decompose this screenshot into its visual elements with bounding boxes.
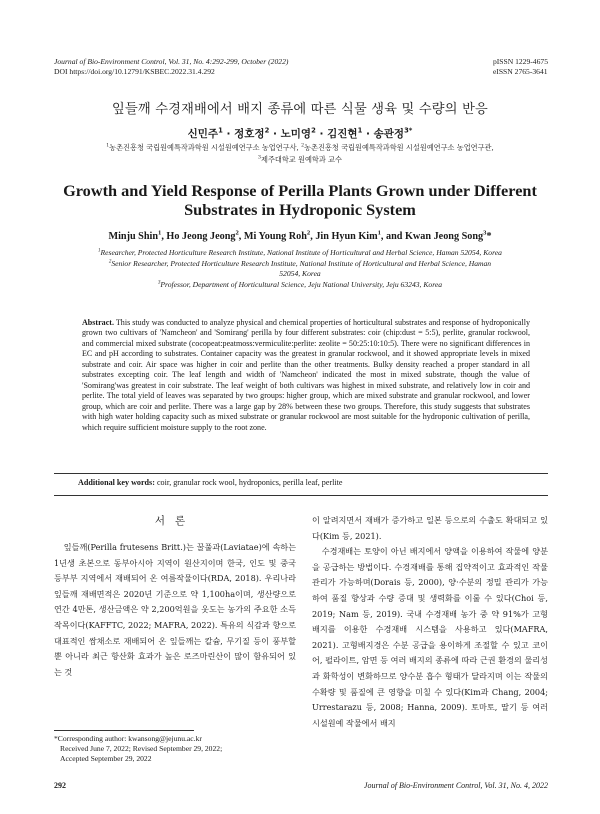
keywords-text: coir, granular rock wool, hydroponics, perilla leaf, perlite [156, 478, 343, 487]
body-column-right [312, 513, 548, 731]
doi-line[interactable]: DOI https://doi.org/10.12791/KSBEC.2022.31.4.292 [54, 67, 215, 76]
keywords-top-rule [54, 473, 548, 474]
accepted-date: Accepted September 29, 2022 [60, 754, 152, 764]
paragraph: 잎들깨(Perilla frutesens Britt.)는 꿀풀과(Laviatae)에 속하는 1년생 초본으로 동부아시아 지역이 원산지이며 한국, 인도 및 중국 등부부 지역에서 재배되어 온 여름작물이다(RDA, 2018). 우리나라 잎들깨 재배면적은 2020년 기준으로 약 1,100ha이며, 생산량으로 연간 4만톤, 생산금액은 약 2,200억원을 웃도는 농가의 주요한 소득작목이다(KAFFTC, 2022; MAFRA, 2022). 특유의 식감과 향으로 대표적인 쌈채소로 재배되어 온 잎들깨는 칼슘, 무기질 등이 풍부할 뿐 아니라 최근 항산화 효과가 높은 로즈마린산이 많이 함유되어 있는 것 [54, 542, 296, 677]
author-name: Ho Jeong Jeong [166, 231, 236, 242]
author-sup: 1 [357, 126, 363, 135]
author-name: 송관정 [373, 128, 405, 140]
paragraph: 이 알려지면서 재배가 증가하고 일본 등으로의 수출도 확대되고 있다(Kim 등, 2021). [312, 515, 548, 541]
author-name: 신민주 [187, 128, 219, 140]
english-affiliations: $^1$Researcher, Protected Horticulture Research Institute, National Institute of Horticultural and Herbal Science, Haman 52054, Korea $^2$Senior Researcher, Protected Horticulture Research Institute, National Institute of Horticultural and Herbal Science, Haman 52054, Korea $^3$Professor, Department of Horticultural Science, Jeju National University, Jeju 63243, Korea [60, 248, 540, 290]
abstract-text: This study was conducted to analyze physical and chemical properties of horticultural substrates and response of hydroponically grown two cultivars of 'Namcheon' and 'Somirang' perilla by four different substrates: coir (chip:dust = 5:5), perlite, granular rockwool, and commercial mixed substrate (cocopeat:peatmoss:vermiculite:perlite: zeolite = 50:25:10:10:5). There were no significant differences in EC and pH according to substrates. Container capacity was the greatest in granular rockwool, and it showed appropriate levels in mixed substrate and coir. Air space was higher in coir and perlite than the other treatments. Bulky density reached a proper standard in all substrates excepting coir. The leaf length and width of 'Namcheon' indicated the most in mixed substrate, though the value of 'Somirang'was greatest in coir substrate. The leaf weight of both cultivars was highest in mixed substrate, and relatively low in coir and perlite. The total yield of leaves was separated by two groups: higher group, which are mixed substrate and granular rockwool, and lower group, which are coir and perlite. There was a large gap by 28% between these two groups. Therefore, this study suggests that substrates with high water holding capacity such as mixed substrate or granular rockwool are most suitable for the hydroponic cultivation of perilla, which require sufficient moisture supply to the root zone. [82, 318, 530, 432]
korean-affil-3: 제주대학교 원예학과 교수 [261, 155, 342, 164]
author-name: Mi Young Roh [243, 231, 307, 242]
english-title-line2: Substrates in Hydroponic System [184, 200, 416, 219]
journal-citation: Journal of Bio-Environment Control, Vol. 31, No. 4:292-299, October (2022) [54, 57, 289, 66]
korean-affil-1: 농촌진흥청 국립원예특작과학원 시설원예연구소 농업연구사, [109, 143, 299, 152]
abstract-label: Abstract. [82, 318, 114, 327]
page-number: 292 [54, 781, 66, 790]
pissn: pISSN 1229-4675 [492, 57, 548, 66]
english-affil-3: Professor, Department of Horticultural Science, Jeju National University, Jeju 63243, Korea [160, 279, 443, 289]
issn-block [493, 57, 548, 77]
author-name: 정호정 [234, 128, 265, 140]
author-sup: 2 [264, 126, 270, 135]
author-name: Jin Hyun Kim [315, 231, 378, 242]
footnote-rule [54, 730, 194, 731]
footnote [54, 734, 222, 765]
korean-affil-2: 농촌진흥청 국립원예특작과학원 시설원예연구소 농업연구관, [304, 143, 494, 152]
english-authors: Minju Shin$^1$, Ho Jeong Jeong$^2$, Mi Young Roh$^2$, Jin Hyun Kim$^1$, and Kwan Jeong Song$^3$* [108, 229, 492, 242]
abstract [82, 318, 530, 433]
author-name: 노미영 [280, 128, 312, 140]
author-name: 김진현 [327, 128, 358, 140]
keywords-bottom-rule [54, 495, 548, 496]
author-sup: 3* [404, 126, 413, 135]
keywords-label: Additional key words: [78, 478, 155, 487]
footer-journal: Journal of Bio-Environment Control, Vol. 31, No. 4, 2022 [363, 781, 548, 790]
korean-affiliations: $^1$농촌진흥청 국립원예특작과학원 시설원예연구소 농업연구사, $^2$농촌진흥청 국립원예특작과학원 시설원예연구소 농업연구관, $^3$제주대학교 원예학과 교수 [106, 143, 494, 164]
journal-header [54, 57, 288, 77]
keywords [78, 478, 538, 487]
author-name: Minju Shin [108, 231, 159, 242]
english-affil-2: Senior Researcher, Protected Horticulture Research Institute, National Institute of Horticultural and Herbal Science, Haman [111, 258, 492, 268]
english-affil-2-cont: 52054, Korea [279, 269, 321, 278]
received-dates: Received June 7, 2022; Revised September 29, 2022; [60, 744, 223, 754]
author-name: Kwan Jeong Song [405, 231, 484, 242]
body-column-left [54, 540, 296, 680]
english-title [40, 181, 560, 219]
eissn: eISSN 2765-3641 [492, 67, 548, 76]
korean-authors: 신민주$^1$ · 정호정$^2$ · 노미영$^2$ · 김진현$^1$ · 송관정$^{3*}$ [187, 126, 413, 140]
english-title-line1: Growth and Yield Response of Perilla Plants Grown under Different [63, 181, 537, 200]
section-title: 서론 [154, 515, 196, 527]
author-sup: 1 [218, 126, 223, 135]
corresponding-author: *Corresponding author: kwansong@jejunu.ac.kr [54, 734, 202, 743]
author-sup: 2 [311, 126, 316, 135]
english-affil-1: Researcher, Protected Horticulture Research Institute, National Institute of Horticultural and Herbal Science, Haman 52054, Korea [100, 248, 502, 257]
paragraph: 수경재배는 토양이 아닌 배지에서 양액을 이용하여 작물에 양분을 공급하는 방법이다. 수경재배를 통해 집약적이고 효과적인 작물 관리가 가능하며(Dorais 등, 2000), 양·수분의 정밀 관리가 가능하여 품질 향상과 수량 증대 및 생력화를 이룰 수 있다(Choi 등, 2019; Nam 등, 2019). 국내 수경재배 농가 중 약 91%가 고형 배지를 이용한 수경재배 시스템을 사용하고 있다(MAFRA, 2021). 고형배지경은 수분 공급을 용이하게 조절할 수 있고 코이어, 펄라이트, 암면 등 여러 배지의 종류에 따라 근권 환경의 물리성과 화학성이 변화하므로 양수분 흡수 형태가 달라지며 이는 작물의 수확량 및 품질에 큰 영향을 미칠 수 있다(Kim과 Chang, 2004; Urrestarazu 등, 2008; Hanna, 2009). 토마토, 딸기 등 여러 시설원예 작물에서 배지 [312, 546, 548, 728]
korean-title: 잎들깨 수경재배에서 배지 종류에 따른 식물 생육 및 수량의 반응 [112, 102, 488, 117]
